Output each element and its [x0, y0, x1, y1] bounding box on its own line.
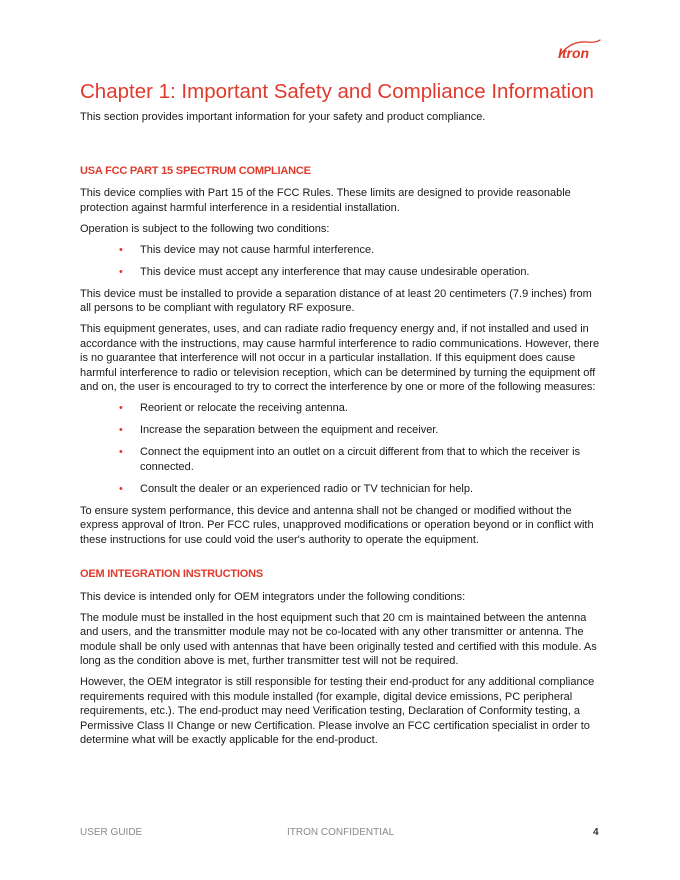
list-item: • Consult the dealer or an experienced radio or TV technician for help.	[140, 482, 600, 497]
fcc-conditions-list	[80, 243, 600, 280]
oem-paragraph-2: The module must be installed in the host equipment such that 20 cm is maintained between the antenna and users, and the transmitter module may not be co-located with any other transmitter or antenna. The module shall be only used with antennas that have been originally tested and certified with this module. As long as the condition above is met, further transmitter test will not be required.	[80, 611, 597, 667]
list-item: • Connect the equipment into an outlet on a circuit different from that to which the receiver is connected.	[140, 445, 600, 474]
fcc-paragraph-5: To ensure system performance, this device and antenna shall not be changed or modified without the express approval of Itron. Per FCC rules, unapproved modifications or operation beyond or in conflict with these instructions for use could void the user's authority to operate the equipment.	[80, 504, 594, 546]
footer-confidentiality: ITRON CONFIDENTIAL	[287, 827, 395, 838]
list-item: • This device may not cause harmful interference.	[140, 243, 600, 258]
footer-doc-type: USER GUIDE	[80, 827, 143, 838]
oem-paragraph-1: This device is intended only for OEM integrators under the following conditions:	[80, 590, 466, 603]
fcc-paragraph-4: This equipment generates, uses, and can radiate radio frequency energy and, if not installed and used in accordance with the instructions, may cause harmful interference to radio communications. However, there is no guarantee that interference will not occur in a particular installation. If this equipment does cause harmful interference to radio or television reception, which can be determined by turning the equipment off and on, the user is encouraged to try to correct the interference by one or more of the following measures:	[80, 323, 600, 393]
itron-logo	[556, 37, 602, 61]
oem-section-heading: OEM INTEGRATION INSTRUCTIONS	[80, 568, 264, 580]
fcc-section-heading: USA FCC PART 15 SPECTRUM COMPLIANCE	[80, 164, 311, 177]
fcc-measures-list	[80, 401, 600, 496]
page-number: 4	[593, 827, 599, 838]
list-item: • Reorient or relocate the receiving antenna.	[140, 401, 600, 416]
intro-paragraph: This section provides important information for your safety and product compliance.	[80, 111, 486, 123]
fcc-paragraph-2: Operation is subject to the following two conditions:	[80, 222, 330, 235]
fcc-paragraph-1: This device complies with Part 15 of the FCC Rules. These limits are designed to provide reasonable protection against harmful interference in a residential installation.	[80, 187, 571, 214]
oem-paragraph-3: However, the OEM integrator is still responsible for testing their end-product for any additional compliance requirements required with this module installed (for example, digital device emissions, PC peripheral requirements, etc.). The end-product may need Verification testing, Declaration of Conformity testing, a Permissive Class II Change or new Certification. Please involve an FCC certification specialist in order to determine what will be exactly applicable for the end-product.	[80, 676, 595, 746]
list-item: • Increase the separation between the equipment and receiver.	[140, 423, 600, 438]
list-item: • This device must accept any interference that may cause undesirable operation.	[140, 265, 600, 280]
chapter-title: Chapter 1: Important Safety and Compliance Information	[80, 80, 594, 103]
logo-text: Itron	[558, 45, 590, 61]
document-body	[80, 108, 600, 754]
fcc-paragraph-3: This device must be installed to provide a separation distance of at least 20 centimeters (7.9 inches) from all persons to be compliant with regulatory RF exposure.	[80, 287, 592, 314]
